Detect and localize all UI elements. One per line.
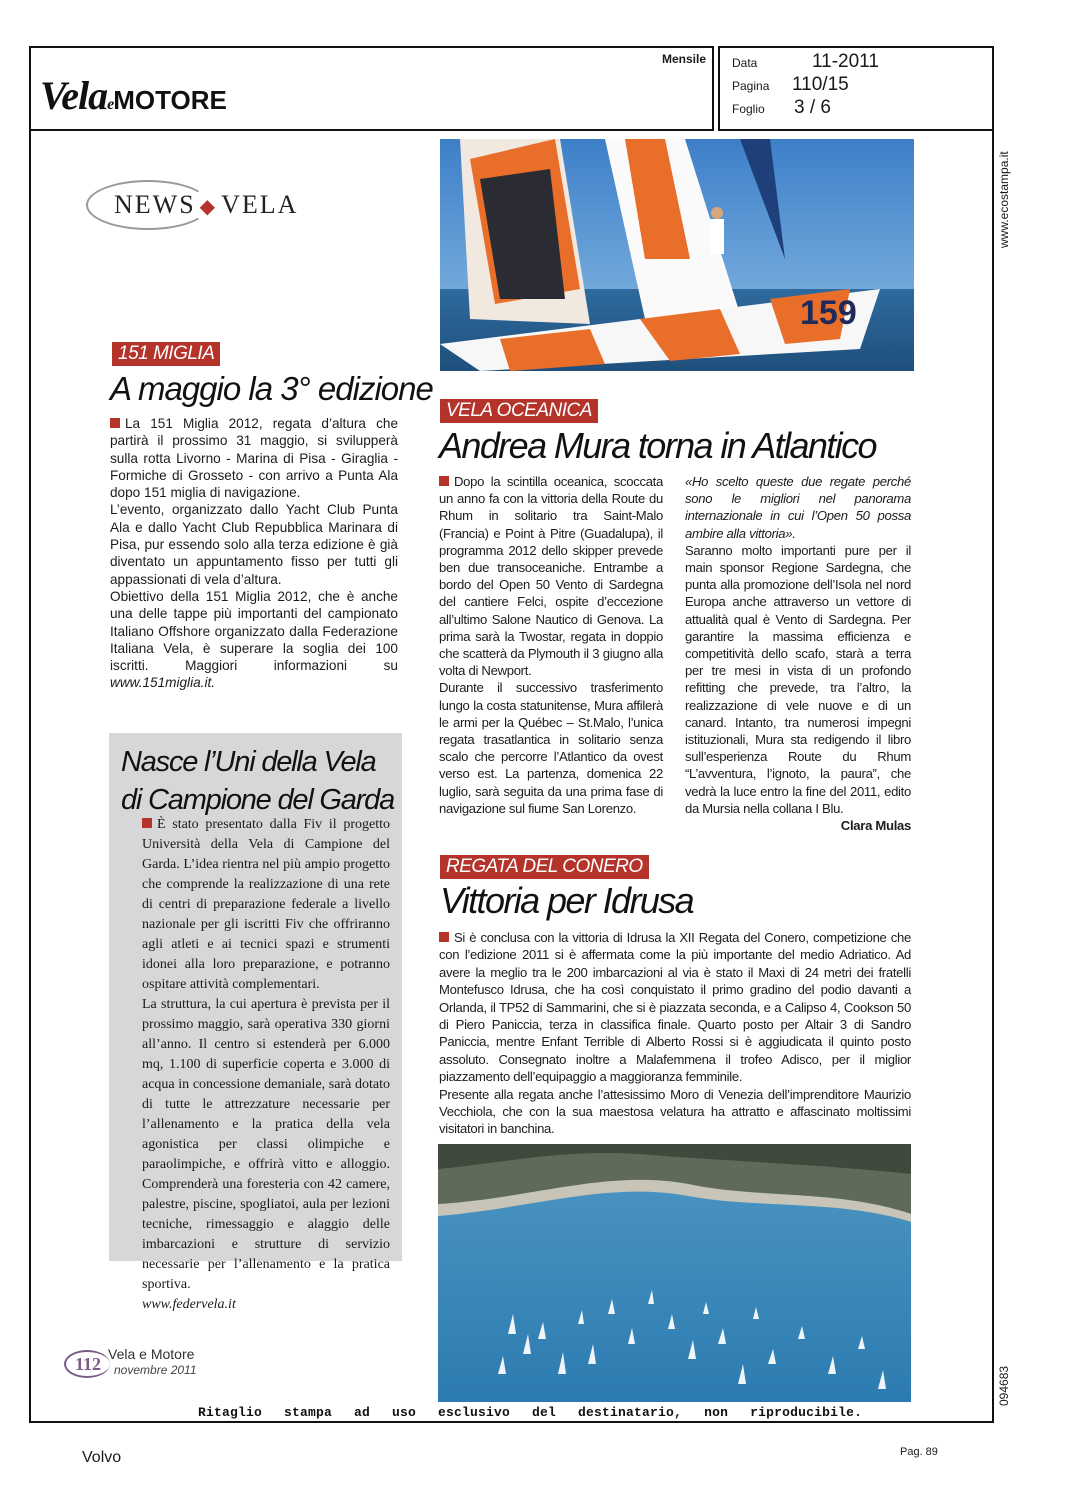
client-name: Volvo xyxy=(82,1449,122,1466)
website-vertical: www.ecostampa.it xyxy=(997,151,1011,248)
section-title: NEWS ◆ VELA xyxy=(114,190,299,219)
reproduction-notice: Ritaglio stampa ad uso esclusivo del destinatario, non riproducibile. xyxy=(198,1405,863,1420)
pagina-value: 110/15 xyxy=(792,74,849,95)
regatta-illustration xyxy=(438,1144,911,1402)
page-counter: Pag. 89 xyxy=(900,1446,938,1458)
article1-kicker: 151 MIGLIA xyxy=(112,342,220,366)
article1-title: A maggio la 3° edizione xyxy=(110,370,433,407)
article3-col2: «Ho scelto queste due regate perché sono le migliori nel panorama internazionale in cui l’Open 50 possa ambire alla vittoria». Saranno molto importanti pure per il main sponsor Regione Sardegna, che punta alla promozione dell’Isola nel nord Europa anche attraverso un vettore di attualità qual è Vento di Sardegna. Per garantire la massima efficienza e competitività dello scafo, starà a terra per tre mesi in vista di un profondo refitting che prevede, tra l’altro, la realizzazione di vele nuove e di un canard. Intanto, tra numerosi impegni istituzionali, Mura sta redigendo il libro sull’esperienza Route du Rhum “L’avventura, l’ignoto, la paura”, che vedrà la luce entro la fine del 2011, edito da Mursia nella collana I Blu. Clara Mulas xyxy=(685,474,911,834)
footer-magazine-date: novembre 2011 xyxy=(114,1363,197,1377)
article2-link[interactable]: www.federvela.it xyxy=(142,1297,236,1312)
article2-box xyxy=(109,733,402,1312)
sailboat-illustration xyxy=(440,139,914,371)
footer-magazine-title: Vela e Motore xyxy=(108,1346,195,1362)
article3-col1: Dopo la scintilla oceanica, scoccata un anno fa con la vittoria della Route du Rhum in solitario tra Saint-Malo (Francia) e Point à Pitre (Guadalupa), il programma 2012 dello skipper prevede ben due transoceaniche. Entrambe a bordo del Open 50 Vento di Sardegna del cantiere Felci, ospite d’eccezione all’ultimo Salone Nautico di Genova. La prima sarà la Twostar, regata in doppio che scatterà da Plymouth il 3 giugno alla volta di Newport. Durante il successivo trasferimento lungo la costa statunitense, Mura affilerà le armi per la Québec – St.Malo, l’unica regata trasatlantica in solitario senza scalo che percorre l’Atlantico da ovest verso est. La partenza, domenica 22 luglio, sarà seguita da una prima fase di navigazione sul fiume San Lorenzo. xyxy=(439,474,663,816)
page-number: 112 xyxy=(64,1350,110,1378)
data-value: 11-2011 xyxy=(812,51,879,72)
data-label: Data xyxy=(732,56,758,70)
foglio-label: Foglio xyxy=(732,102,765,116)
regatta-photo xyxy=(438,1144,911,1402)
code-vertical: 094683 xyxy=(997,1365,1011,1406)
article3-author: Clara Mulas xyxy=(840,818,911,834)
svg-text:159: 159 xyxy=(800,294,857,332)
article3-title: Andrea Mura torna in Atlantico xyxy=(439,425,876,466)
article1-body: La 151 Miglia 2012, regata d’altura che partirà il prossimo 31 maggio, si svilupperà sulla rotta Livorno - Marina di Pisa - Giraglia - Formiche di Grosseto - con arrivo a Punta Ala dopo 151 miglia di navigazione. L’evento, organizzato dallo Yacht Club Punta Ala e dallo Yacht Club Repubblica Marinara di Pisa, pur essendo solo alla terza edizione è già diventato un appuntamento fisso per tutti gli appassionati di vela d’altura. Obiettivo della 151 Miglia 2012, che è anche una delle tappe più importanti del campionato Italiano Offshore organizzato dalla Federazione Italiana Vela, è superare la soglia dei 100 iscritti. Maggiori informazioni su www.151miglia.it. xyxy=(110,416,398,691)
article2-title: Nasce l’Uni della Vela di Campione del Garda xyxy=(121,746,395,816)
article2-body: È stato presentato dalla Fiv il progetto Università della Vela di Campione del Garda. L’idea rientra nel più ampio progetto che comprende la realizzazione di una rete di centri di preparazione federale a livello nazionale per gli iscritti Fiv che offriranno agli atleti e ai tecnici spazi e strumenti idonei alla loro preparazione, e potranno ospitare attività complementari. La struttura, la cui apertura è prevista per il prossimo maggio, sarà operativa 330 giorni all’anno. Il centro si estenderà per 6.000 mq, 1.100 di superficie coperta e 3.000 di acqua in concessione demaniale, sarà dotato di tutte le attrezzature necessarie per l’allenamento e la pratica della vela agonistica per classi olimpiche e paraolimpiche, e offrirà vitto e alloggio. Comprenderà una foresteria con 42 camere, palestre, piscine, spogliatoi, aula per lezioni tecniche, rimessaggio e alaggio delle imbarcazioni e strutture di servizio necessarie per l’allenamento e la pratica sportiva. www.federvela.it xyxy=(142,815,390,1315)
foglio-value: 3 / 6 xyxy=(794,97,831,118)
article1-link[interactable]: www.151miglia.it. xyxy=(110,675,216,691)
magazine-logo: VelaeMOTORE xyxy=(40,73,227,118)
header-meta-box xyxy=(718,46,994,131)
article4-body: Si è conclusa con la vittoria di Idrusa la XII Regata del Conero, competizione che con l’edizione 2011 si è affermata come la più importante del medio Adriatico. Ad avere la meglio tra le 200 imbarcazioni al via è stato il Maxi di 24 metri dei fratelli Montefusco Idrusa, che ha così conquistato il primo gradino del podio davanti a Orlanda, il TP52 di Sammarini, che si è piazzata seconda, e a Calipso 4, Cookson 50 di Piero Paniccia, terza in classifica finale. Quarto posto per Altair 3 di Sandro Paniccia, mentre Enfant Terrible di Alberto Rossi si è aggiudicata il quinto posto assoluto. Consegnato inoltre a Malafemmena il trofeo Adisco, per il miglior piazzamento dell’equipaggio a maggioranza femminile. Presente alla regata anche l’attesissimo Moro di Venezia dell’imprenditore Maurizio Vecchiola, che con la sua maestosa velatura ha attratto e affascinato moltissimi visitatori in banchina. xyxy=(439,930,911,1137)
sailboat-photo xyxy=(440,139,914,371)
article4-title: Vittoria per Idrusa xyxy=(440,880,694,921)
article4-kicker: REGATA DEL CONERO xyxy=(440,855,649,879)
pagina-label: Pagina xyxy=(732,79,770,93)
article3-kicker: VELA OCEANICA xyxy=(440,399,598,423)
periodicity-label: Mensile xyxy=(661,52,706,66)
